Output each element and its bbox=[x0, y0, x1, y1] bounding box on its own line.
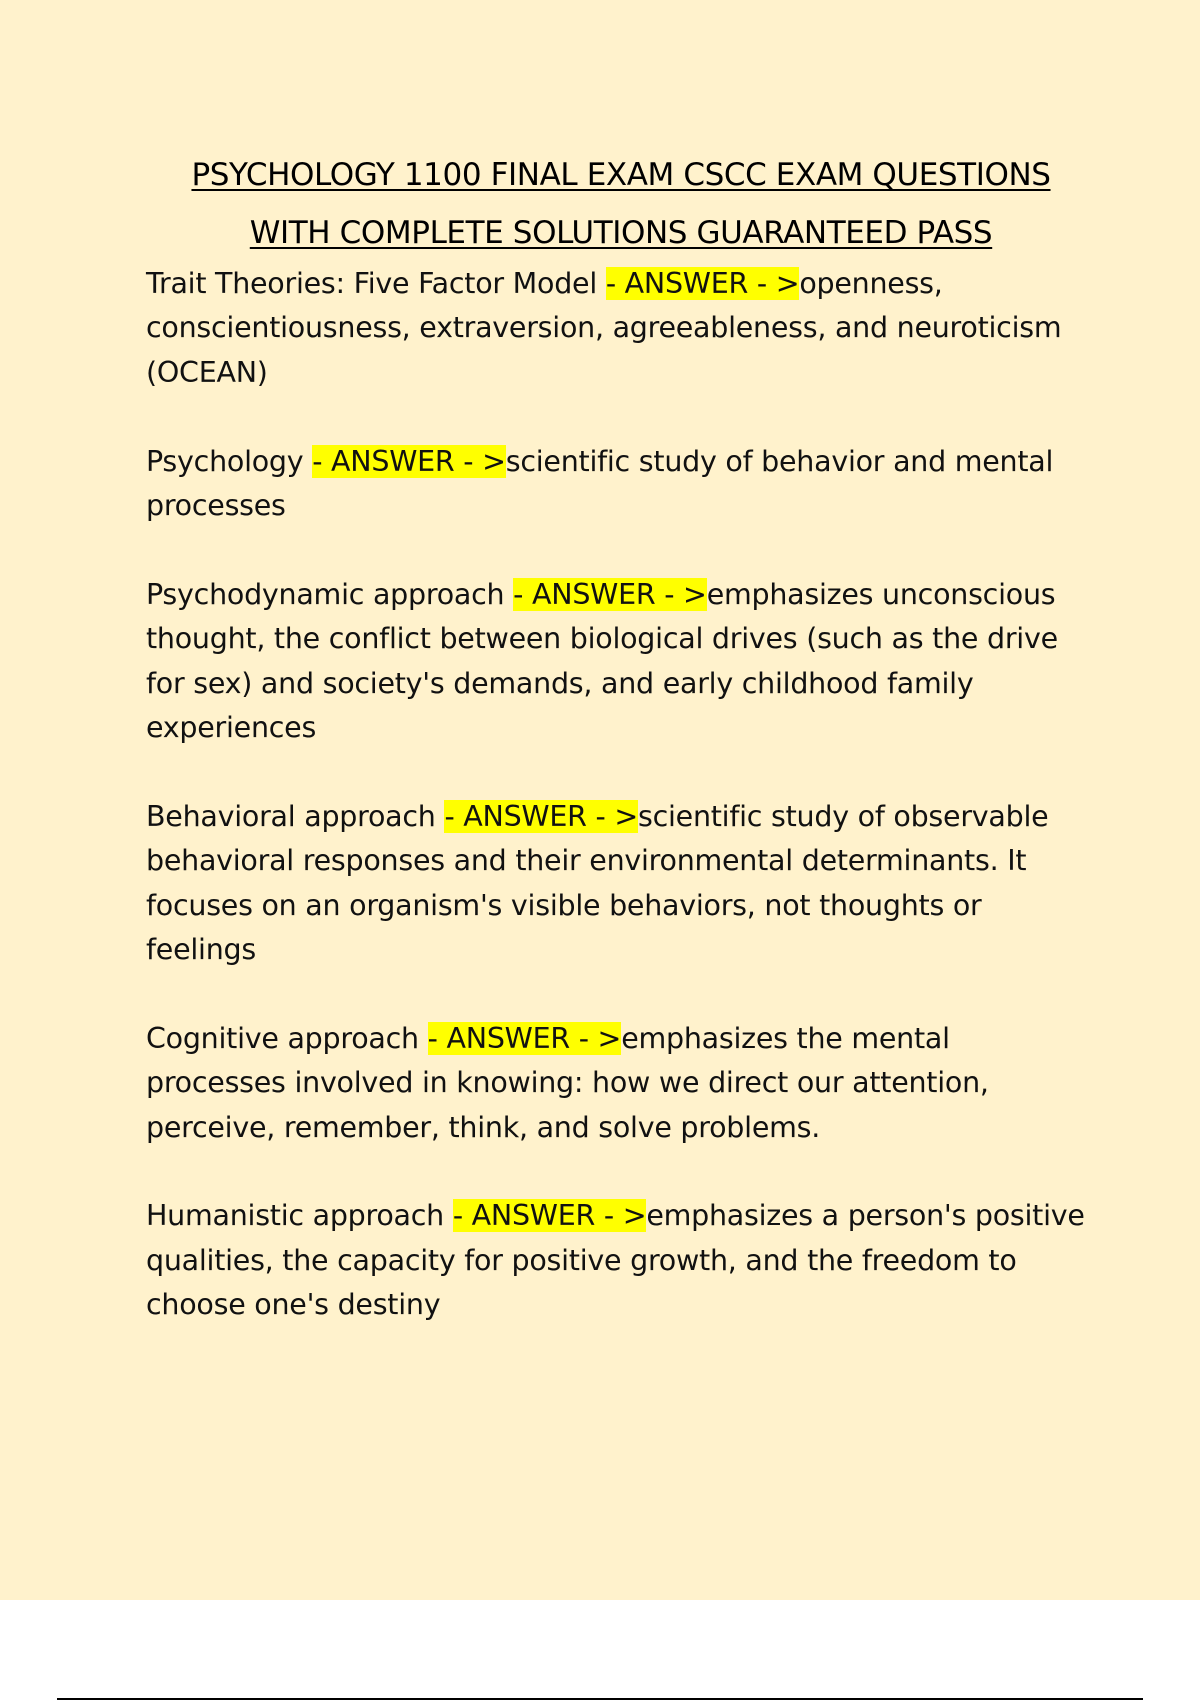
qa-entry-psychology bbox=[146, 440, 1096, 529]
entry-term: Cognitive approach bbox=[146, 1021, 428, 1055]
qa-entry-cognitive bbox=[146, 1017, 1096, 1150]
document-content bbox=[146, 146, 1096, 1372]
answer-highlight: - ANSWER - > bbox=[452, 1199, 647, 1233]
qa-entry-behavioral bbox=[146, 795, 1096, 973]
answer-highlight: - ANSWER - > bbox=[444, 799, 638, 833]
answer-highlight: - ANSWER - > bbox=[312, 444, 506, 478]
qa-entry-trait-theories bbox=[146, 262, 1096, 395]
answer-highlight: - ANSWER - > bbox=[513, 577, 707, 611]
entry-extra: (OCEAN) bbox=[146, 355, 268, 389]
entry-term: Trait Theories: Five Factor Model bbox=[146, 267, 606, 300]
title-line: PSYCHOLOGY 1100 FINAL EXAM CSCC EXAM QUESTIONS bbox=[191, 157, 1051, 193]
answer-highlight: - ANSWER - > bbox=[605, 267, 800, 300]
entry-definition: emphasizes the mental processes involved in knowing: how we direct our attention, perceive, remember, think, and solve problems. bbox=[146, 1021, 989, 1144]
document-title bbox=[146, 146, 1096, 262]
entry-term: Psychodynamic approach bbox=[146, 577, 514, 611]
qa-entry-humanistic bbox=[146, 1194, 1096, 1327]
entry-term: Psychology bbox=[146, 444, 313, 478]
entry-definition: emphasizes unconscious thought, the conflict between biological drives (such as the drive for sex) and society's demands, and early childhood family experiences bbox=[146, 577, 1058, 745]
entry-definition: emphasizes a person's positive qualities, the capacity for positive growth, and the freedom to choose one's destiny bbox=[146, 1199, 1085, 1322]
entry-term: Behavioral approach bbox=[146, 799, 445, 833]
answer-highlight: - ANSWER - > bbox=[427, 1021, 622, 1055]
entry-definition: scientific study of observable behavioral responses and their environmental determinants. It focuses on an organism's visible behaviors, not thoughts or feelings bbox=[146, 799, 1049, 967]
qa-entry-psychodynamic bbox=[146, 573, 1096, 751]
entry-definition: openness, conscientiousness, extraversion, agreeableness, and neuroticism bbox=[146, 267, 1062, 345]
entry-definition: scientific study of behavior and mental processes bbox=[146, 444, 1054, 523]
title-line: WITH COMPLETE SOLUTIONS GUARANTEED PASS bbox=[249, 215, 993, 251]
entry-term: Humanistic approach bbox=[146, 1199, 453, 1233]
